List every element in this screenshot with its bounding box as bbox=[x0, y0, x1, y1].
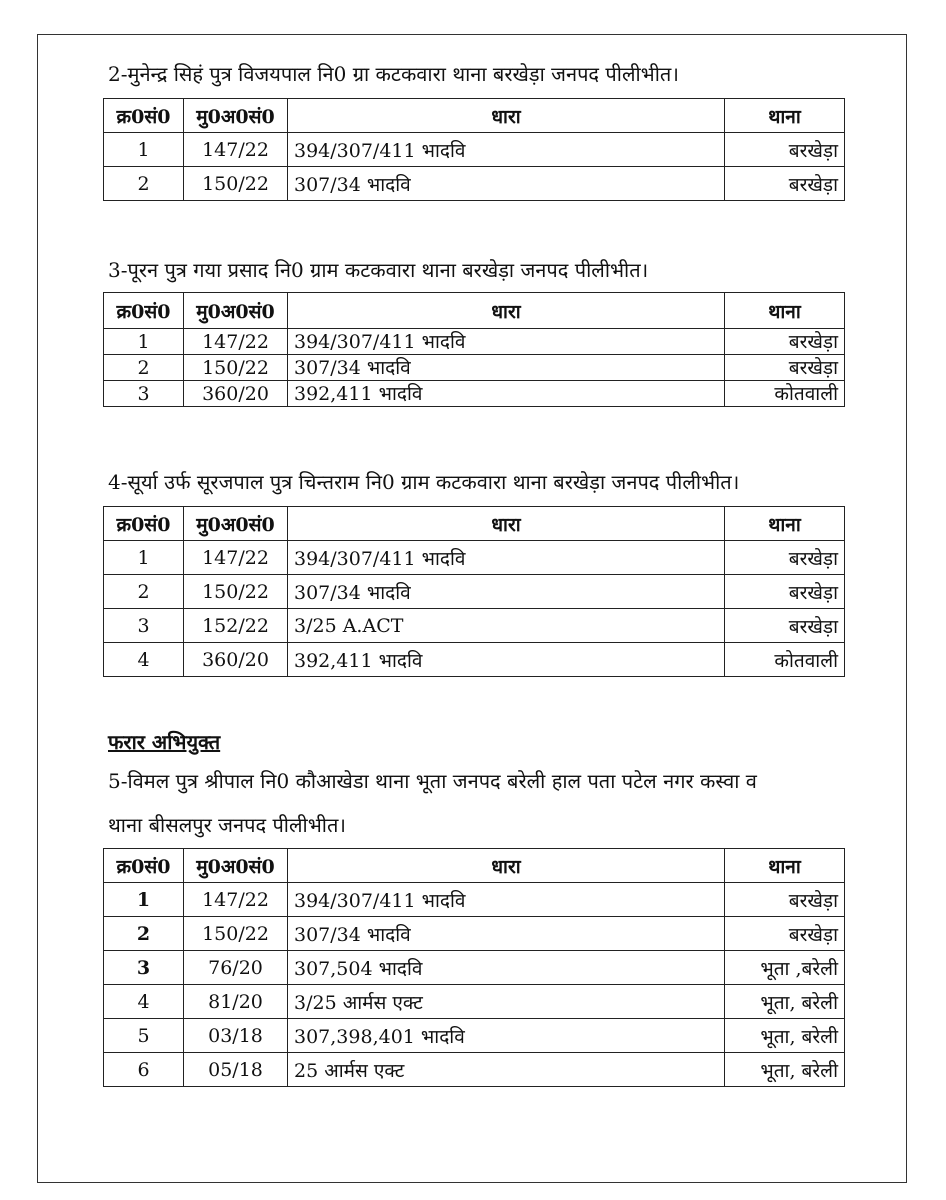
cell-station: भूता, बरेली bbox=[725, 1053, 845, 1087]
cell-serial: 1 bbox=[104, 329, 184, 355]
accused-heading-3: 3-पूरन पुत्र गया प्रसाद नि0 ग्राम कटकवारा थाना बरखेड़ा जनपद पीलीभीत। bbox=[108, 258, 649, 282]
cell-section: 394/307/411 भादवि bbox=[288, 329, 725, 355]
table-row bbox=[104, 541, 845, 575]
cell-section: 307/34 भादवि bbox=[288, 355, 725, 381]
table-row bbox=[104, 883, 845, 917]
table-header-row bbox=[104, 99, 845, 133]
table-row bbox=[104, 133, 845, 167]
accused-heading-5-line2: थाना बीसलपुर जनपद पीलीभीत। bbox=[108, 813, 346, 837]
cell-serial: 1 bbox=[104, 541, 184, 575]
cell-serial: 2 bbox=[104, 355, 184, 381]
table-row bbox=[104, 167, 845, 201]
cell-section: 3/25 आर्मस एक्ट bbox=[288, 985, 725, 1019]
cell-section: 307/34 भादवि bbox=[288, 167, 725, 201]
table-header-row bbox=[104, 849, 845, 883]
cell-station: बरखेड़ा bbox=[725, 541, 845, 575]
cell-serial: 2 bbox=[104, 167, 184, 201]
cell-serial: 2 bbox=[104, 917, 184, 951]
cell-station: कोतवाली bbox=[725, 643, 845, 677]
column-header-case-no: मु0अ0सं0 bbox=[184, 507, 288, 541]
cell-section: 307/34 भादवि bbox=[288, 917, 725, 951]
cell-station: भूता, बरेली bbox=[725, 1019, 845, 1053]
cell-serial: 1 bbox=[104, 133, 184, 167]
cell-station: बरखेड़ा bbox=[725, 883, 845, 917]
column-header-station: थाना bbox=[725, 99, 845, 133]
cell-station: भूता ,बरेली bbox=[725, 951, 845, 985]
case-table-2 bbox=[103, 98, 845, 201]
table-header-row bbox=[104, 507, 845, 541]
cell-serial: 5 bbox=[104, 1019, 184, 1053]
cell-section: 307,504 भादवि bbox=[288, 951, 725, 985]
table-row bbox=[104, 575, 845, 609]
column-header-section: धारा bbox=[288, 507, 725, 541]
accused-heading-2: 2-मुनेन्द्र सिहं पुत्र विजयपाल नि0 ग्रा कटकवारा थाना बरखेड़ा जनपद पीलीभीत। bbox=[108, 62, 679, 86]
column-header-case-no: मु0अ0सं0 bbox=[184, 99, 288, 133]
cell-station: बरखेड़ा bbox=[725, 575, 845, 609]
cell-case-no: 152/22 bbox=[184, 609, 288, 643]
cell-case-no: 150/22 bbox=[184, 917, 288, 951]
cell-section: 25 आर्मस एक्ट bbox=[288, 1053, 725, 1087]
table-row bbox=[104, 355, 845, 381]
cell-case-no: 81/20 bbox=[184, 985, 288, 1019]
case-table-4 bbox=[103, 506, 845, 677]
table-row bbox=[104, 1019, 845, 1053]
cell-serial: 6 bbox=[104, 1053, 184, 1087]
cell-case-no: 76/20 bbox=[184, 951, 288, 985]
cell-case-no: 147/22 bbox=[184, 329, 288, 355]
cell-serial: 4 bbox=[104, 643, 184, 677]
column-header-serial: क्र0सं0 bbox=[104, 507, 184, 541]
cell-case-no: 360/20 bbox=[184, 381, 288, 407]
column-header-section: धारा bbox=[288, 849, 725, 883]
column-header-serial: क्र0सं0 bbox=[104, 99, 184, 133]
cell-station: बरखेड़ा bbox=[725, 609, 845, 643]
cell-station: बरखेड़ा bbox=[725, 329, 845, 355]
cell-case-no: 147/22 bbox=[184, 883, 288, 917]
absconding-accused-title: फरार अभियुक्त bbox=[108, 730, 221, 754]
column-header-case-no: मु0अ0सं0 bbox=[184, 849, 288, 883]
case-table-5 bbox=[103, 848, 845, 1087]
cell-case-no: 150/22 bbox=[184, 575, 288, 609]
table-row bbox=[104, 643, 845, 677]
cell-case-no: 150/22 bbox=[184, 167, 288, 201]
cell-station: बरखेड़ा bbox=[725, 133, 845, 167]
case-table-3 bbox=[103, 292, 845, 407]
cell-serial: 2 bbox=[104, 575, 184, 609]
cell-station: भूता, बरेली bbox=[725, 985, 845, 1019]
cell-case-no: 147/22 bbox=[184, 133, 288, 167]
cell-section: 307/34 भादवि bbox=[288, 575, 725, 609]
cell-serial: 3 bbox=[104, 609, 184, 643]
accused-heading-5-line1: 5-विमल पुत्र श्रीपाल नि0 कौआखेडा थाना भूता जनपद बरेली हाल पता पटेल नगर कस्वा व bbox=[108, 769, 757, 793]
table-header-row bbox=[104, 293, 845, 329]
cell-serial: 3 bbox=[104, 381, 184, 407]
column-header-station: थाना bbox=[725, 507, 845, 541]
accused-heading-4: 4-सूर्या उर्फ सूरजपाल पुत्र चिन्तराम नि0 ग्राम कटकवारा थाना बरखेड़ा जनपद पीलीभीत। bbox=[108, 470, 740, 494]
cell-case-no: 147/22 bbox=[184, 541, 288, 575]
table-row bbox=[104, 917, 845, 951]
cell-serial: 4 bbox=[104, 985, 184, 1019]
cell-serial: 1 bbox=[104, 883, 184, 917]
cell-station: बरखेड़ा bbox=[725, 917, 845, 951]
cell-section: 394/307/411 भादवि bbox=[288, 133, 725, 167]
cell-section: 392,411 भादवि bbox=[288, 381, 725, 407]
cell-station: कोतवाली bbox=[725, 381, 845, 407]
cell-station: बरखेड़ा bbox=[725, 167, 845, 201]
cell-case-no: 360/20 bbox=[184, 643, 288, 677]
column-header-serial: क्र0सं0 bbox=[104, 849, 184, 883]
cell-section: 394/307/411 भादवि bbox=[288, 883, 725, 917]
table-row bbox=[104, 951, 845, 985]
cell-case-no: 150/22 bbox=[184, 355, 288, 381]
cell-section: 392,411 भादवि bbox=[288, 643, 725, 677]
table-row bbox=[104, 1053, 845, 1087]
table-row bbox=[104, 609, 845, 643]
column-header-serial: क्र0सं0 bbox=[104, 293, 184, 329]
column-header-section: धारा bbox=[288, 293, 725, 329]
cell-serial: 3 bbox=[104, 951, 184, 985]
column-header-station: थाना bbox=[725, 293, 845, 329]
table-row bbox=[104, 985, 845, 1019]
table-row bbox=[104, 329, 845, 355]
table-row bbox=[104, 381, 845, 407]
cell-section: 307,398,401 भादवि bbox=[288, 1019, 725, 1053]
cell-case-no: 03/18 bbox=[184, 1019, 288, 1053]
cell-section: 3/25 A.ACT bbox=[288, 609, 725, 643]
cell-case-no: 05/18 bbox=[184, 1053, 288, 1087]
cell-section: 394/307/411 भादवि bbox=[288, 541, 725, 575]
column-header-case-no: मु0अ0सं0 bbox=[184, 293, 288, 329]
column-header-section: धारा bbox=[288, 99, 725, 133]
cell-station: बरखेड़ा bbox=[725, 355, 845, 381]
column-header-station: थाना bbox=[725, 849, 845, 883]
